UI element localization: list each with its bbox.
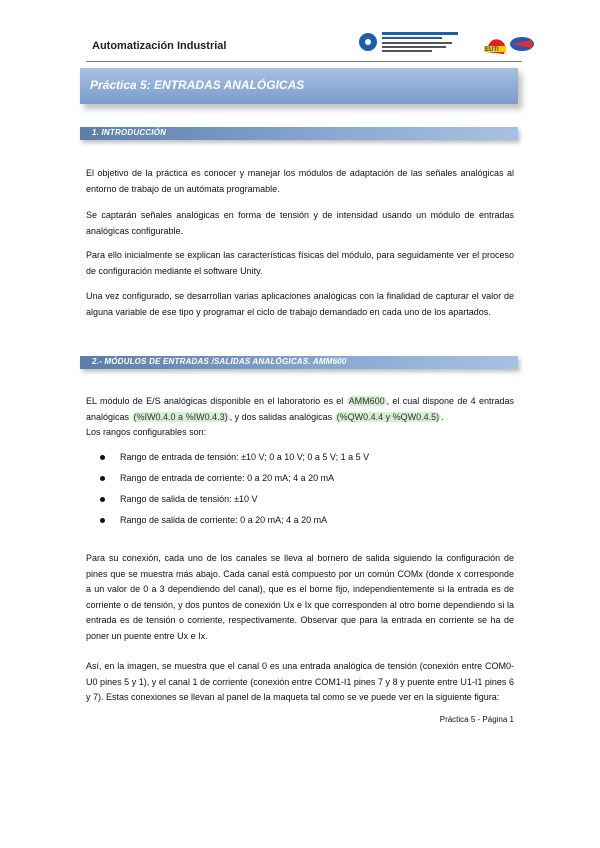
list-item: Rango de salida de corriente: 0 a 20 mA; 4 a 20 mA [100, 513, 500, 534]
outputs-range-highlight: (%QW0.4.4 y %QW0.4.5) [336, 411, 440, 422]
bullet-icon [100, 497, 105, 502]
school-logo-icon [484, 39, 506, 54]
intro-text: EL módulo de E/S analógicas disponible en el laboratorio es el [86, 396, 347, 406]
paragraph: Una vez configurado, se desarrollan varias aplicaciones analógicas con la finalidad de capturar el valor de alguna variable de ese tipo y programar el ciclo de trabajo demandado en cada uno de los apartados. [86, 291, 514, 317]
list-item: Rango de entrada de corriente: 0 a 20 mA; 4 a 20 mA [100, 471, 500, 492]
list-item: Rango de salida de tensión: ±10 V [100, 492, 500, 513]
bullet-icon [100, 476, 105, 481]
partner-logo-icon [510, 37, 534, 51]
intro-text: , y dos salidas analógicas [229, 411, 335, 422]
paragraph: El objetivo de la práctica es conocer y manejar los módulos de adaptación de las señales analógicas al entorno de trabajo de un autómata programable. [86, 168, 514, 194]
inputs-range-highlight: (%IW0.4.0 a %IW0.4.3) [133, 411, 228, 422]
section-heading-bar [80, 356, 518, 369]
section-heading: 1. INTRODUCCIÓN [92, 128, 167, 137]
module-intro-paragraph [86, 394, 514, 441]
paragraph: Se captarán señales analógicas en forma de tensión y de intensidad usando un módulo de entradas analógicas configurable. [86, 210, 514, 236]
bullet-icon [100, 455, 105, 460]
paragraph: Para su conexión, cada uno de los canales se lleva al bornero de salida siguiendo la configuración de pines que se muestra más abajo. Cada canal está compuesto por un común COMx (donde x corresponde a un valor de 0 a 3 dependiendo del canal), que es el borne fijo, independientemente si la entrada es de corriente o de tensión, y dos puntos de conexión Ux e Ix que corresponden al otro borne dependiendo si la entrada es de tensión o corriente, respectivamente. Observar que para la entrada en corriente se ha de poner un puente entre Ux e Ix. [86, 553, 514, 641]
svg-text:EUTI: EUTI [485, 47, 499, 53]
page-title-box [80, 68, 518, 104]
ranges-list [100, 450, 500, 534]
page-title: Práctica 5: ENTRADAS ANALÓGICAS [90, 78, 305, 92]
module-name-highlight: AMM600 [348, 396, 385, 406]
page-footer: Práctica 5 - Página 1 [439, 715, 514, 724]
section-heading: 2.- MÓDULOS DE ENTRADAS /SALIDAS ANALÓGICAS. AMM600 [92, 357, 347, 366]
ranges-lead-text: Los rangos configurables son: [86, 427, 207, 437]
section-heading-bar [80, 127, 518, 140]
list-item: Rango de entrada de tensión: ±10 V; 0 a 10 V; 0 a 5 V; 1 a 5 V [100, 450, 500, 471]
institution-logos [358, 28, 538, 62]
bullet-icon [100, 518, 105, 523]
intro-text: . [441, 411, 444, 422]
paragraph: Así, en la imagen, se muestra que el canal 0 es una entrada analógica de tensión (conexión entre COM0-U0 pines 5 y 1), y el canal 1 de corriente (conexión entre COM1-I1 pines 7 y 8 y puente entre U1-I1 pines 6 y 7). Estas conexiones se llevan al panel de la maqueta tal como se ve puede ver en la siguiente figura: [86, 661, 514, 702]
header-title: Automatización Industrial [92, 40, 227, 52]
intro-text: , el cual dispone de 4 entradas analógicas [86, 396, 514, 422]
header-divider [86, 61, 522, 62]
paragraph: Para ello inicialmente se explican las características físicas del módulo, para seguidamente ver el proceso de configuración mediante el software Unity. [86, 250, 514, 276]
